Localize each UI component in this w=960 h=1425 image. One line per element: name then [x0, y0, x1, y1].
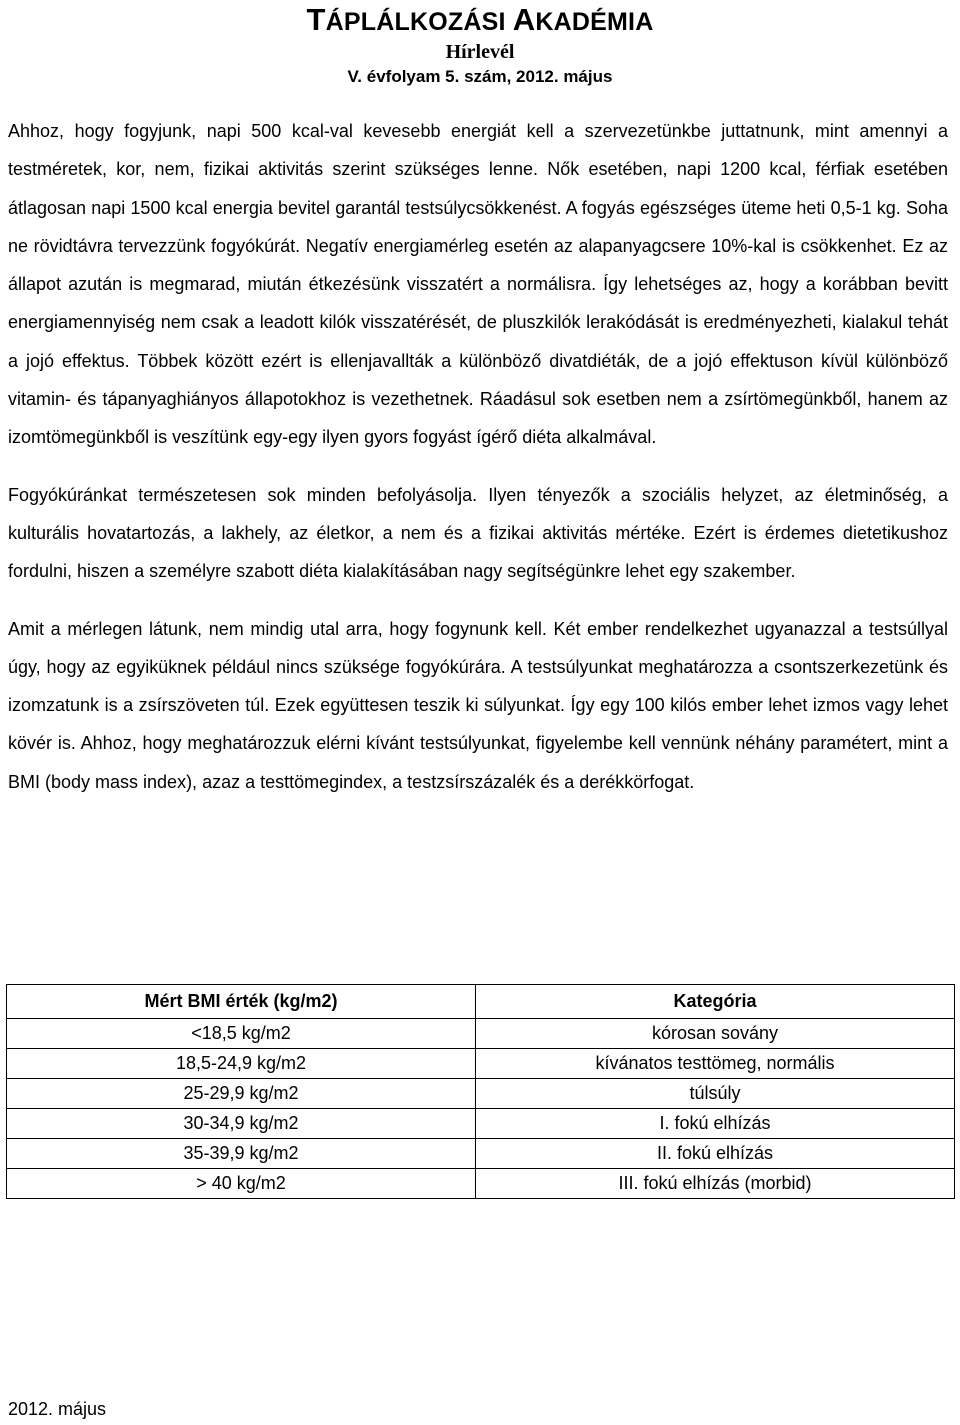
category-cell: III. fokú elhízás (morbid): [476, 1169, 955, 1199]
bmi-range-cell: <18,5 kg/m2: [7, 1019, 476, 1049]
paragraph-2: Fogyókúránkat természetesen sok minden befolyásolja. Ilyen tényezők a szociális helyzet, az életminőség, a kulturális hovatartozás, a lakhely, az életkor, a nem és a fizikai aktivitás mértéke. Ezért is érdemes dietetikushoz fordulni, hiszen a személyre szabott diéta kialakításában nagy segítségünkre lehet egy szakember.: [8, 484, 948, 582]
newsletter-header: [0, 2, 960, 90]
header-category: Kategória: [476, 985, 955, 1019]
table-row: [7, 1169, 955, 1199]
article-body: [8, 112, 948, 801]
category-cell: túlsúly: [476, 1079, 955, 1109]
bmi-range-cell: > 40 kg/m2: [7, 1169, 476, 1199]
category-cell: kívánatos testtömeg, normális: [476, 1049, 955, 1079]
paragraph-3: Amit a mérlegen látunk, nem mindig utal arra, hogy fogynunk kell. Két ember rendelkezhet ugyanazzal a testsúllyal úgy, hogy az egyiküknek például nincs szüksége fogyókúrára. A testsúlyunkat meghatározza a csontszerkezetünk és izomzatunk is a zsírszöveten túl. Ezek együttesen teszik ki súlyunkat. Így egy 100 kilós ember lehet izmos vagy lehet kövér is. Ahhoz, hogy meghatározzuk elérni kívánt testsúlyunkat, figyelembe kell vennünk néhány paramétert, mint a BMI (body mass index), azaz a testtömegindex, a testzsírszázalék és a derékkörfogat.: [8, 618, 948, 792]
newsletter-subtitle: Hírlevél: [445, 41, 515, 63]
table-row: [7, 1109, 955, 1139]
table-row: [7, 1079, 955, 1109]
title-initial-t: T: [306, 2, 326, 37]
paragraph-1: Ahhoz, hogy fogyjunk, napi 500 kcal-val kevesebb energiát kell a szervezetünkbe juttatnunk, mint amennyi a testméretek, kor, nem, fizikai aktivitás szerint szükséges lenne. Nők esetében, napi 1200 kcal, férfiak esetében átlagosan napi 1500 kcal energia bevitel garantál testsúlycsökkenést. A fogyás egészséges üteme heti 0,5-1 kg. Soha ne rövidtávra tervezzünk fogyókúrát. Negatív energiamérleg esetén az alapanyagcsere 10%-kal is csökkenhet. Ez az állapot azután is megmarad, miután étkezésünk visszatért a normálisra. Így lehetséges az, hogy a korábban bevitt energiamennyiség nem csak a leadott kilók visszatérését, de pluszkilók lerakódását is eredményezheti, kialakul tehát a jojó effektus. Többek között ezért is ellenjavallták a különböző divatdiéták, de a jojó effektuson kívül különböző vitamin- és tápanyaghiányos állapotokhoz is vezethetnek. Ráadásul sok esetben nem a zsírtömegünkből, hanem az izomtömegünkből is veszítünk egy-egy ilyen gyors fogyást ígérő diéta alkalmával.: [8, 121, 948, 448]
title-word-1: ÁPLÁLKOZÁSI: [325, 8, 513, 36]
title-word-2: KADÉMIA: [535, 8, 654, 36]
newsletter-title: [0, 2, 960, 40]
category-cell: II. fokú elhízás: [476, 1139, 955, 1169]
table-row: [7, 1139, 955, 1169]
bmi-range-cell: 35-39,9 kg/m2: [7, 1139, 476, 1169]
bmi-range-cell: 25-29,9 kg/m2: [7, 1079, 476, 1109]
bmi-table: [6, 984, 955, 1199]
bmi-range-cell: 18,5-24,9 kg/m2: [7, 1049, 476, 1079]
table-row: [7, 1049, 955, 1079]
category-cell: I. fokú elhízás: [476, 1109, 955, 1139]
table-row: [7, 1019, 955, 1049]
table-header-row: [7, 985, 955, 1019]
issue-info: V. évfolyam 5. szám, 2012. május: [347, 67, 613, 86]
page-footer-date: 2012. május: [8, 1399, 107, 1419]
header-bmi-value: Mért BMI érték (kg/m2): [7, 985, 476, 1019]
bmi-range-cell: 30-34,9 kg/m2: [7, 1109, 476, 1139]
title-initial-a: A: [512, 2, 536, 37]
category-cell: kórosan sovány: [476, 1019, 955, 1049]
